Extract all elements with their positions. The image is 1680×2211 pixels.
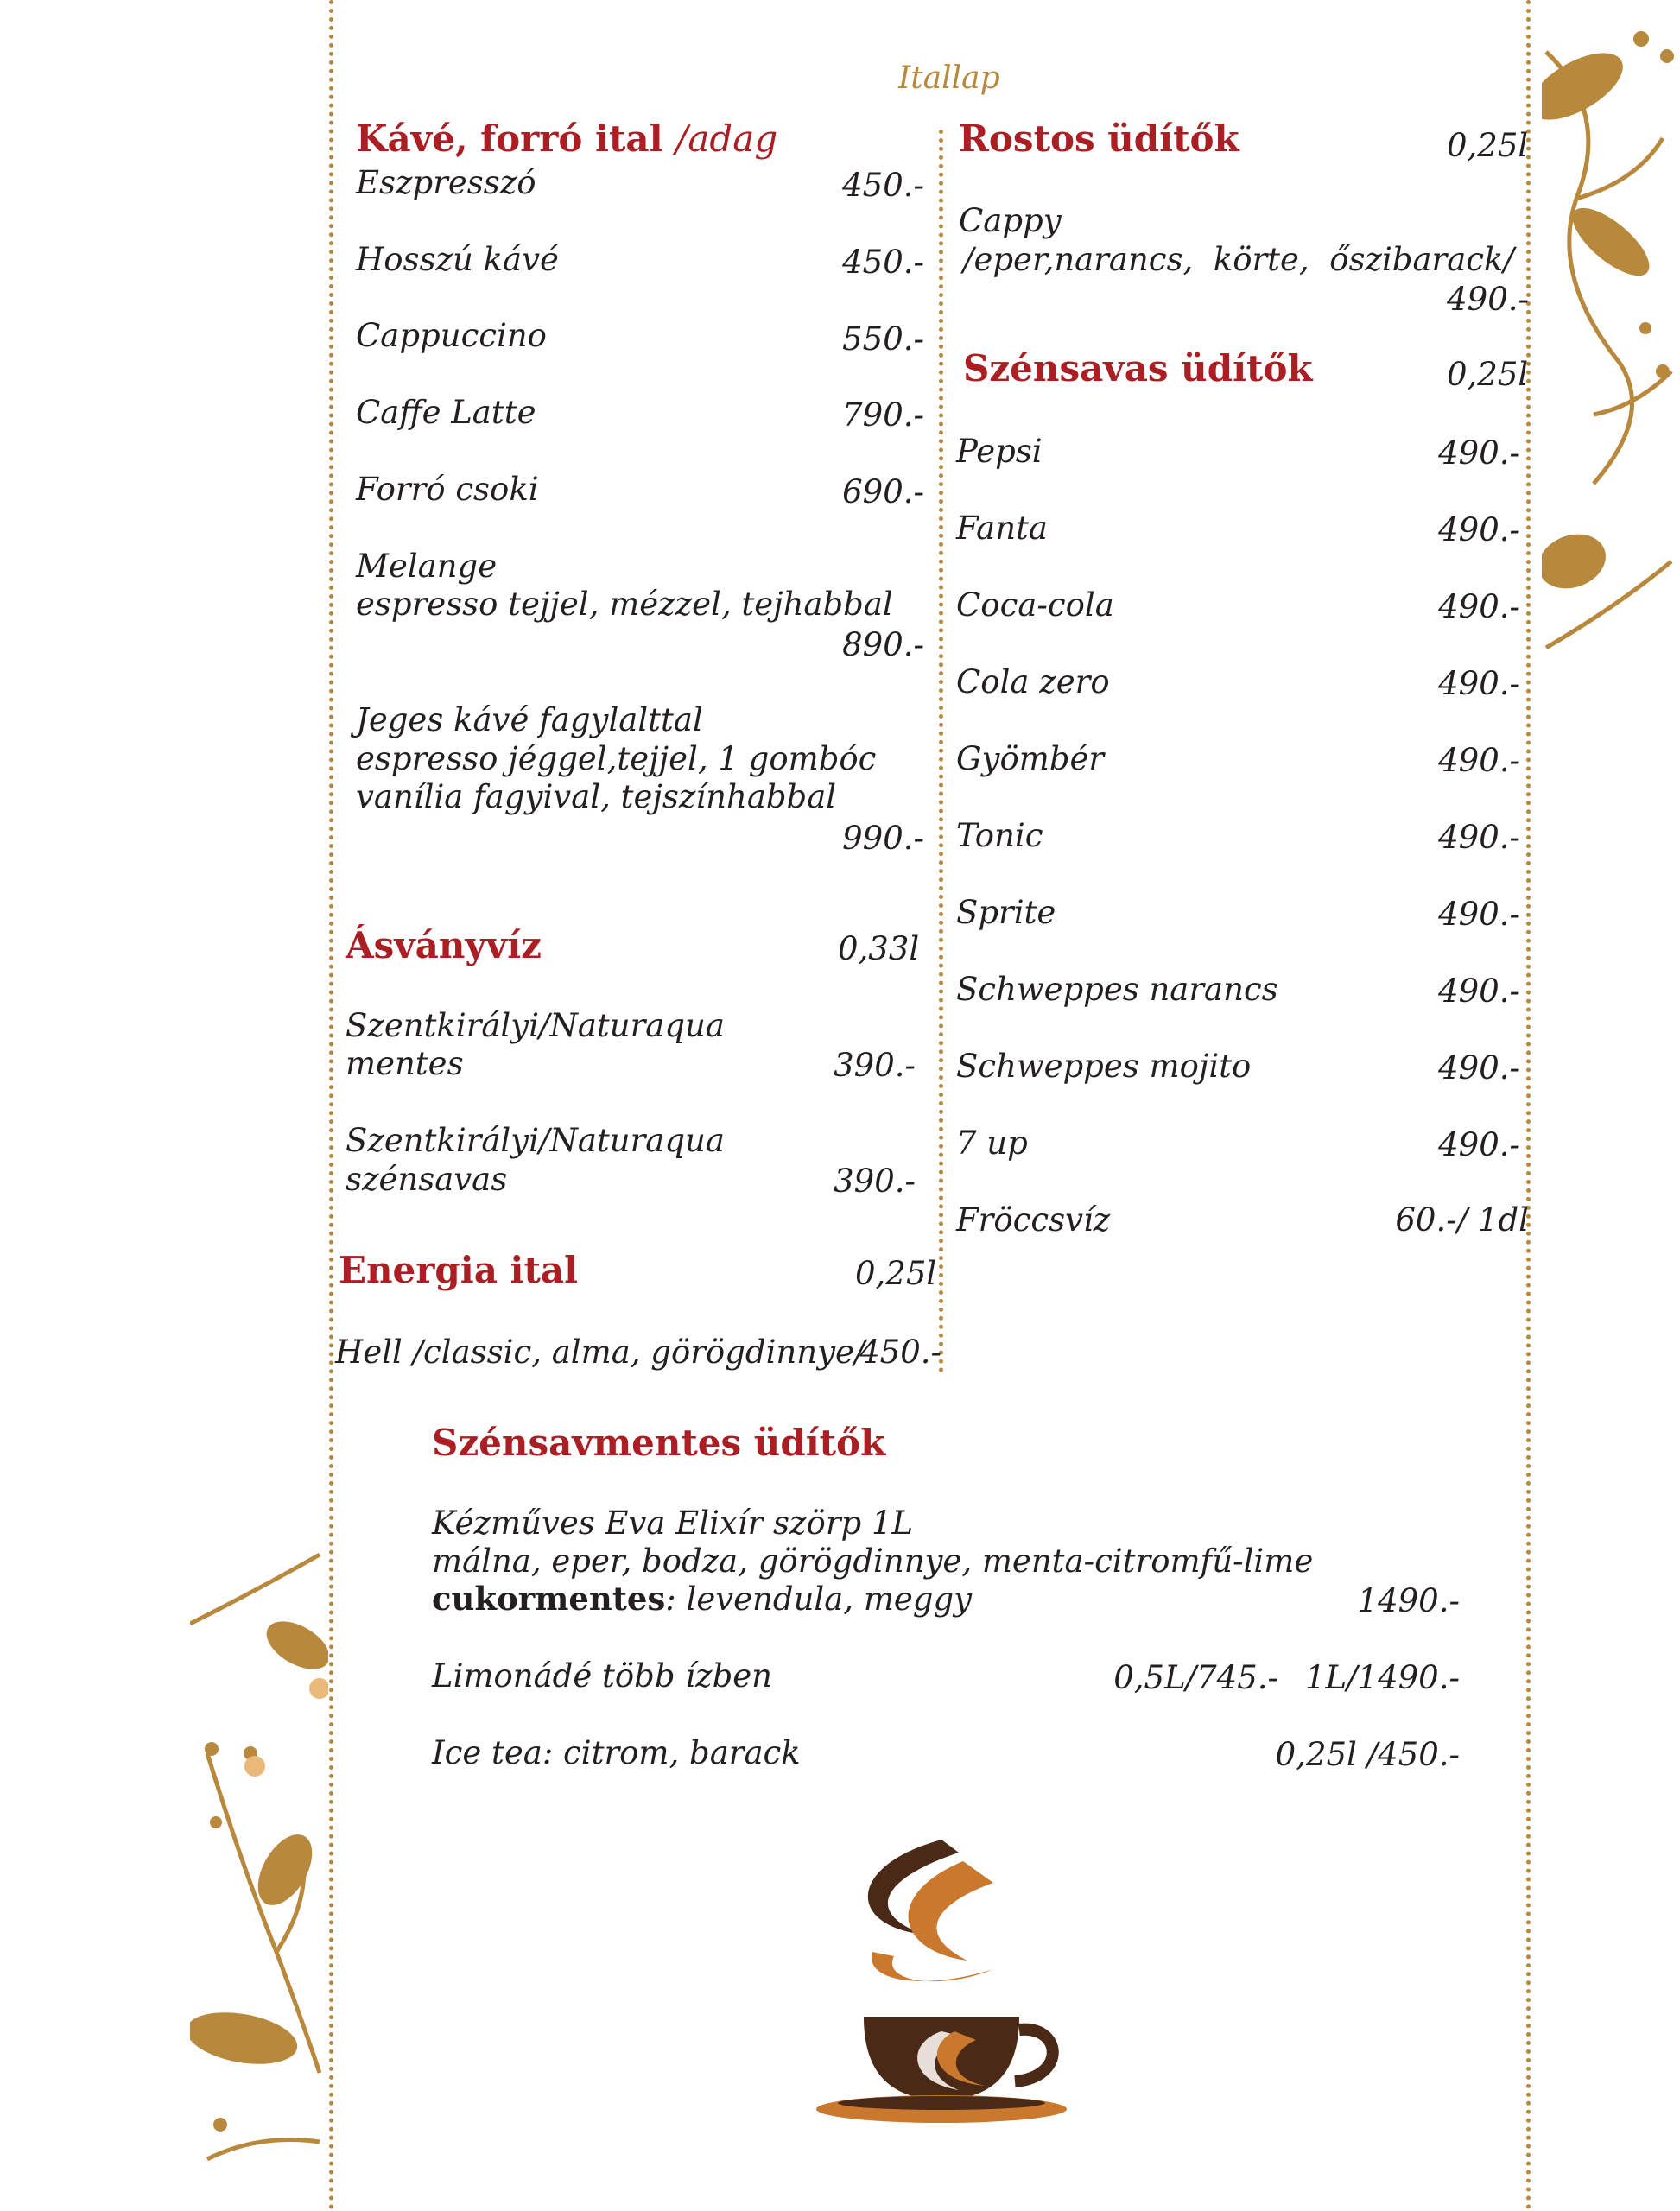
coffee-cup-icon bbox=[812, 1831, 1071, 2125]
menu-item-desc: mentes bbox=[346, 1045, 464, 1082]
branch-icon bbox=[1542, 0, 1680, 691]
menu-item-name: Gyömbér bbox=[956, 740, 1105, 777]
menu-item-price: 490.- bbox=[1438, 896, 1520, 933]
menu-item-price: 490.- bbox=[1438, 665, 1520, 702]
coffee-heading bbox=[356, 117, 778, 160]
menu-item-price: 890.- bbox=[842, 626, 924, 663]
menu-item-name: Cappuccino bbox=[356, 317, 547, 354]
menu-item-desc: espresso jéggel,tejjel, 1 gombóc bbox=[356, 740, 877, 777]
menu-item-price: 390.- bbox=[834, 1163, 916, 1200]
section-unit: 0,25l bbox=[1447, 127, 1529, 164]
menu-item-price: 690.- bbox=[842, 473, 924, 510]
menu-item-price: 390.- bbox=[834, 1047, 916, 1084]
soda-heading: Szénsavas üdítők bbox=[963, 347, 1313, 390]
menu-item-name: Forró csoki bbox=[356, 471, 539, 508]
juice-heading: Rostos üdítők bbox=[959, 117, 1239, 160]
menu-item-name: Jeges kávé fagylalttal bbox=[356, 701, 703, 738]
menu-item-name: Szentkirályi/Naturaqua bbox=[346, 1122, 725, 1159]
menu-item-price: 490.- bbox=[1447, 281, 1529, 318]
menu-item-price: 490.- bbox=[1438, 1049, 1520, 1086]
menu-item-desc bbox=[432, 1580, 973, 1618]
menu-item-price: 450.- bbox=[859, 1334, 941, 1371]
menu-item-price: 0,5L/745.- bbox=[1113, 1659, 1278, 1696]
menu-item-name: Ice tea: citrom, barack bbox=[432, 1734, 801, 1771]
page-title: Itallap bbox=[898, 60, 1000, 96]
menu-item-name: Cola zero bbox=[956, 663, 1110, 700]
menu-item-price: 450.- bbox=[842, 244, 924, 281]
menu-item-name: Caffe Latte bbox=[356, 394, 536, 431]
menu-item-name: Kézműves Eva Elixír szörp 1L bbox=[432, 1505, 914, 1542]
left-dotted-border bbox=[329, 0, 333, 2211]
menu-item-price: 490.- bbox=[1438, 742, 1520, 779]
menu-item-name: Hosszú kávé bbox=[356, 241, 559, 278]
menu-item-name: Szentkirályi/Naturaqua bbox=[346, 1007, 725, 1044]
menu-item-price: 490.- bbox=[1438, 588, 1520, 625]
menu-item-price: 1490.- bbox=[1357, 1582, 1460, 1619]
menu-item-price: 490.- bbox=[1438, 511, 1520, 548]
menu-item-desc: vanília fagyival, tejszínhabbal bbox=[356, 778, 837, 815]
menu-item-price: 0,25l /450.- bbox=[1275, 1736, 1460, 1773]
still-heading: Szénsavmentes üdítők bbox=[432, 1422, 886, 1464]
menu-item-price: 550.- bbox=[842, 320, 924, 358]
menu-item-price: 490.- bbox=[1438, 1126, 1520, 1163]
section-unit: 0,33l bbox=[838, 930, 920, 967]
section-title: Kávé, forró ital bbox=[356, 117, 663, 160]
menu-item-price: 490.- bbox=[1438, 434, 1520, 472]
menu-item-name: Pepsi bbox=[956, 433, 1043, 470]
menu-item-name: Schweppes narancs bbox=[956, 971, 1278, 1008]
menu-item-name: Melange bbox=[356, 548, 498, 585]
menu-item-desc: málna, eper, bodza, görögdinnye, menta-citromfű-lime bbox=[432, 1543, 1314, 1580]
menu-item-name: Fanta bbox=[956, 510, 1048, 547]
menu-item-name: Tonic bbox=[956, 817, 1043, 854]
menu-item-price: 990.- bbox=[842, 820, 924, 857]
water-heading: Ásványvíz bbox=[346, 924, 542, 966]
menu-item-name: Schweppes mojito bbox=[956, 1048, 1252, 1085]
section-unit: /adag bbox=[675, 117, 778, 160]
energy-heading: Energia ital bbox=[339, 1249, 579, 1291]
menu-item-name: Fröccsvíz bbox=[956, 1201, 1111, 1239]
column-dotted-divider bbox=[939, 130, 943, 1373]
sugar-free-flavors: : levendula, meggy bbox=[665, 1581, 973, 1618]
menu-item-name: Sprite bbox=[956, 894, 1056, 931]
right-dotted-border bbox=[1526, 0, 1531, 2211]
menu-item-desc: espresso tejjel, mézzel, tejhabbal bbox=[356, 586, 893, 623]
menu-item-price: 60.-/ 1dl bbox=[1395, 1201, 1529, 1239]
menu-item-name: Coca-cola bbox=[956, 586, 1114, 624]
section-unit: 0,25l bbox=[855, 1255, 937, 1292]
menu-item-desc: szénsavas bbox=[346, 1161, 508, 1198]
section-unit: 0,25l bbox=[1447, 356, 1529, 393]
menu-item-name: Eszpresszó bbox=[356, 164, 536, 201]
sugar-free-label: cukormentes bbox=[432, 1580, 666, 1618]
menu-item-price: 450.- bbox=[842, 167, 924, 204]
menu-item-price: 790.- bbox=[842, 396, 924, 434]
menu-item-price: 1L/1490.- bbox=[1304, 1659, 1460, 1696]
menu-item-name: 7 up bbox=[956, 1125, 1028, 1162]
menu-item-name: Hell /classic, alma, görögdinnye/ bbox=[335, 1334, 865, 1371]
menu-item-name: Cappy bbox=[959, 202, 1062, 239]
menu-item-price: 490.- bbox=[1438, 819, 1520, 856]
branch-icon bbox=[190, 1537, 328, 2211]
menu-item-price: 490.- bbox=[1438, 972, 1520, 1010]
menu-item-name: Limonádé több ízben bbox=[432, 1657, 773, 1695]
menu-item-desc: /eper,narancs, körte, őszibarack/ bbox=[963, 241, 1514, 278]
